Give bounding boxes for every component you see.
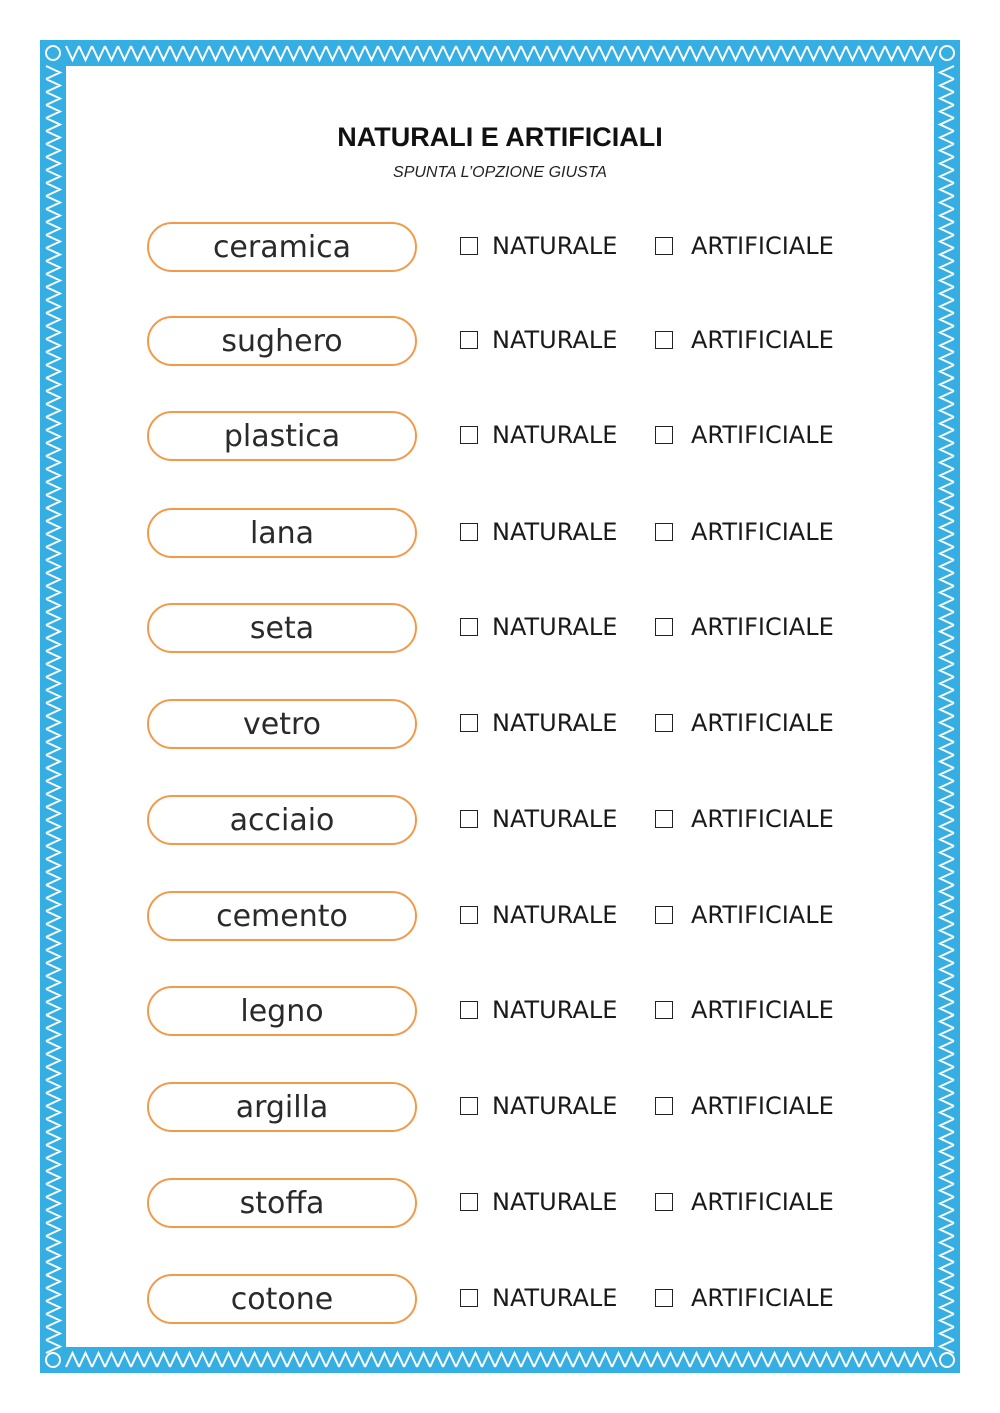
material-row (0, 891, 1000, 951)
material-label: lana (147, 508, 417, 558)
material-row (0, 1274, 1000, 1334)
artificial-option[interactable] (655, 996, 834, 1024)
artificial-label: ARTIFICIALE (691, 232, 834, 260)
artificial-checkbox[interactable] (655, 523, 673, 541)
natural-checkbox[interactable] (460, 1193, 478, 1211)
material-label: seta (147, 603, 417, 653)
natural-option[interactable] (460, 326, 617, 354)
material-label: cotone (147, 1274, 417, 1324)
material-label: cemento (147, 891, 417, 941)
artificial-option[interactable] (655, 421, 834, 449)
natural-label: NATURALE (492, 709, 618, 737)
artificial-label: ARTIFICIALE (691, 613, 834, 641)
artificial-option[interactable] (655, 1092, 834, 1120)
artificial-checkbox[interactable] (655, 1097, 673, 1115)
natural-checkbox[interactable] (460, 618, 478, 636)
artificial-option[interactable] (655, 613, 834, 641)
natural-label: NATURALE (492, 613, 618, 641)
artificial-option[interactable] (655, 901, 834, 929)
artificial-label: ARTIFICIALE (691, 1284, 834, 1312)
artificial-checkbox[interactable] (655, 1289, 673, 1307)
material-row (0, 699, 1000, 759)
natural-label: NATURALE (492, 996, 618, 1024)
artificial-checkbox[interactable] (655, 1193, 673, 1211)
artificial-label: ARTIFICIALE (691, 805, 834, 833)
natural-checkbox[interactable] (460, 1289, 478, 1307)
artificial-label: ARTIFICIALE (691, 901, 834, 929)
natural-label: NATURALE (492, 421, 618, 449)
artificial-label: ARTIFICIALE (691, 1092, 834, 1120)
natural-option[interactable] (460, 232, 617, 260)
natural-option[interactable] (460, 1092, 617, 1120)
material-label: stoffa (147, 1178, 417, 1228)
material-row (0, 603, 1000, 663)
material-row (0, 1082, 1000, 1142)
natural-checkbox[interactable] (460, 331, 478, 349)
material-row (0, 1178, 1000, 1238)
natural-label: NATURALE (492, 805, 618, 833)
artificial-option[interactable] (655, 805, 834, 833)
natural-label: NATURALE (492, 1284, 618, 1312)
material-label: acciaio (147, 795, 417, 845)
natural-option[interactable] (460, 805, 617, 833)
natural-checkbox[interactable] (460, 1097, 478, 1115)
material-row (0, 795, 1000, 855)
artificial-checkbox[interactable] (655, 906, 673, 924)
natural-checkbox[interactable] (460, 810, 478, 828)
natural-label: NATURALE (492, 518, 618, 546)
natural-label: NATURALE (492, 901, 618, 929)
natural-option[interactable] (460, 421, 617, 449)
artificial-label: ARTIFICIALE (691, 421, 834, 449)
page-subtitle: SPUNTA L’OPZIONE GIUSTA (393, 164, 607, 181)
natural-option[interactable] (460, 901, 617, 929)
artificial-label: ARTIFICIALE (691, 326, 834, 354)
natural-checkbox[interactable] (460, 523, 478, 541)
material-label: vetro (147, 699, 417, 749)
natural-option[interactable] (460, 613, 617, 641)
artificial-checkbox[interactable] (655, 714, 673, 732)
artificial-checkbox[interactable] (655, 1001, 673, 1019)
artificial-option[interactable] (655, 232, 834, 260)
artificial-checkbox[interactable] (655, 331, 673, 349)
natural-option[interactable] (460, 1188, 617, 1216)
page-title: NATURALI E ARTIFICIALI (337, 122, 663, 152)
natural-label: NATURALE (492, 326, 618, 354)
material-label: plastica (147, 411, 417, 461)
artificial-checkbox[interactable] (655, 237, 673, 255)
natural-option[interactable] (460, 996, 617, 1024)
artificial-option[interactable] (655, 326, 834, 354)
artificial-label: ARTIFICIALE (691, 996, 834, 1024)
material-row (0, 508, 1000, 568)
material-label: argilla (147, 1082, 417, 1132)
natural-option[interactable] (460, 709, 617, 737)
artificial-option[interactable] (655, 1188, 834, 1216)
artificial-option[interactable] (655, 518, 834, 546)
artificial-option[interactable] (655, 1284, 834, 1312)
material-label: ceramica (147, 222, 417, 272)
natural-label: NATURALE (492, 232, 618, 260)
artificial-checkbox[interactable] (655, 810, 673, 828)
material-row (0, 986, 1000, 1046)
natural-checkbox[interactable] (460, 237, 478, 255)
natural-checkbox[interactable] (460, 1001, 478, 1019)
natural-checkbox[interactable] (460, 906, 478, 924)
natural-label: NATURALE (492, 1092, 618, 1120)
natural-checkbox[interactable] (460, 426, 478, 444)
artificial-checkbox[interactable] (655, 618, 673, 636)
natural-option[interactable] (460, 518, 617, 546)
material-label: legno (147, 986, 417, 1036)
material-row (0, 222, 1000, 282)
natural-option[interactable] (460, 1284, 617, 1312)
artificial-label: ARTIFICIALE (691, 709, 834, 737)
artificial-option[interactable] (655, 709, 834, 737)
natural-checkbox[interactable] (460, 714, 478, 732)
material-label: sughero (147, 316, 417, 366)
artificial-checkbox[interactable] (655, 426, 673, 444)
artificial-label: ARTIFICIALE (691, 518, 834, 546)
material-row (0, 316, 1000, 376)
material-row (0, 411, 1000, 471)
natural-label: NATURALE (492, 1188, 618, 1216)
artificial-label: ARTIFICIALE (691, 1188, 834, 1216)
